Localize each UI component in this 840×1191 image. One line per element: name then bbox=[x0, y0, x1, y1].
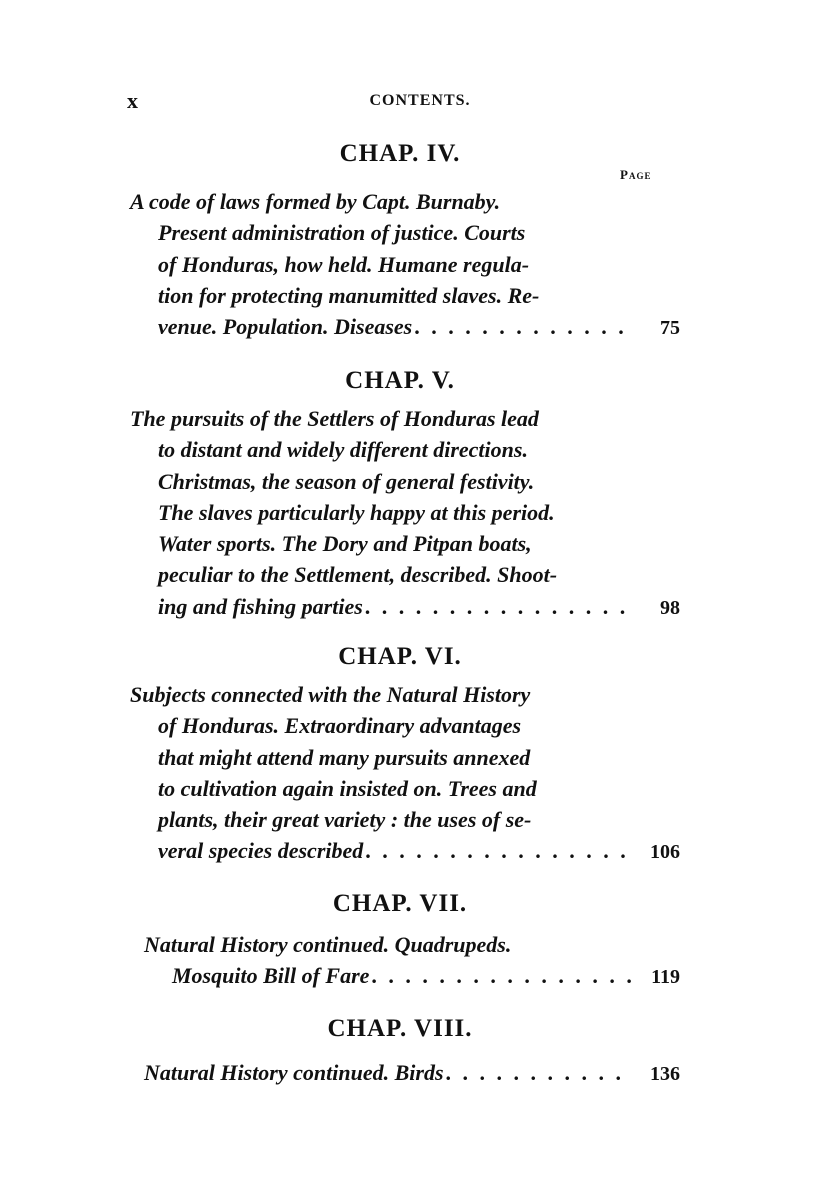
entry-line: ing and fishing parties bbox=[158, 593, 363, 619]
toc-entry bbox=[130, 186, 680, 342]
entry-line: of Honduras, how held. Humane regula- bbox=[158, 251, 530, 277]
entry-line: Subjects connected with the Natural History bbox=[130, 682, 531, 707]
toc-entry bbox=[130, 679, 680, 867]
entry-line: Mosquito Bill of Fare bbox=[172, 963, 370, 989]
dot-leader bbox=[365, 835, 632, 866]
entry-line: The pursuits of the Settlers of Honduras lead bbox=[130, 406, 539, 431]
entry-line: that might attend many pursuits annexed bbox=[158, 744, 531, 770]
toc-entry bbox=[130, 929, 680, 992]
dot-leader bbox=[365, 591, 632, 622]
entry-last-line bbox=[130, 960, 680, 991]
chapter-title: CHAP. VI. bbox=[338, 643, 462, 670]
entry-line: veral species described bbox=[158, 838, 364, 864]
entry-line: tion for protecting manumitted slaves. Re- bbox=[158, 282, 540, 308]
page-ref: 98 bbox=[660, 596, 680, 619]
entry-line: Present administration of justice. Courts bbox=[158, 220, 526, 246]
entry-last-line bbox=[130, 591, 680, 622]
entry-line: Natural History continued. Quadrupeds. bbox=[144, 932, 512, 957]
entry-line: to distant and widely different directions. bbox=[158, 437, 528, 463]
entry-line: venue. Population. Diseases bbox=[158, 314, 413, 340]
dot-leader bbox=[371, 960, 632, 991]
toc-entry bbox=[130, 403, 680, 622]
entry-line: Christmas, the season of general festivity. bbox=[158, 468, 535, 494]
entry-line: plants, their great variety : the uses of se- bbox=[158, 807, 532, 833]
page-ref: 119 bbox=[651, 966, 680, 989]
entry-last-line bbox=[130, 1057, 680, 1088]
chapter-title: CHAP. V. bbox=[345, 367, 455, 394]
dot-leader bbox=[414, 311, 632, 342]
entry-line: peculiar to the Settlement, described. Shoot- bbox=[158, 562, 558, 588]
chapter-title: CHAP. IV. bbox=[339, 140, 461, 167]
entry-line: of Honduras. Extraordinary advantages bbox=[158, 713, 522, 739]
running-head: CONTENTS. bbox=[369, 92, 471, 109]
page-ref: 106 bbox=[650, 841, 680, 864]
page-column-label: Page bbox=[620, 167, 652, 182]
chapter-title: CHAP. VIII. bbox=[327, 1015, 473, 1042]
entry-last-line bbox=[130, 835, 680, 866]
toc-entry bbox=[130, 1057, 680, 1088]
dot-leader bbox=[446, 1057, 632, 1088]
chapter-title: CHAP. VII. bbox=[332, 890, 468, 917]
entry-line: A code of laws formed by Capt. Burnaby. bbox=[130, 189, 501, 214]
entry-line: to cultivation again insisted on. Trees and bbox=[158, 775, 537, 801]
page-ref: 75 bbox=[660, 317, 680, 340]
page-ref: 136 bbox=[650, 1063, 680, 1085]
page-number: x bbox=[127, 88, 139, 113]
entry-last-line bbox=[130, 311, 680, 342]
entry-line: Water sports. The Dory and Pitpan boats, bbox=[158, 531, 532, 557]
entry-line: Natural History continued. Birds bbox=[144, 1060, 444, 1085]
entry-line: The slaves particularly happy at this period. bbox=[158, 499, 555, 525]
